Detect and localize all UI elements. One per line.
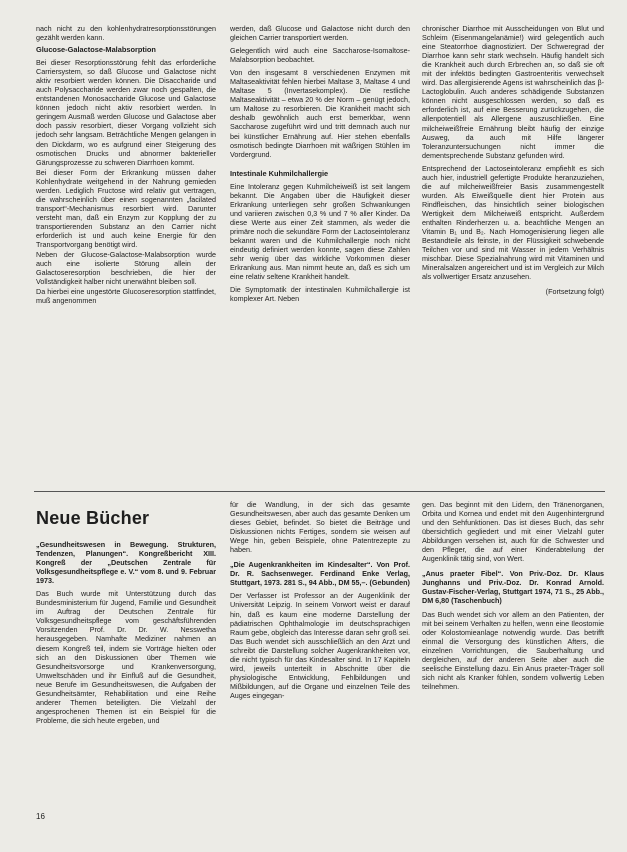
section-title: Neue Bücher bbox=[36, 508, 150, 528]
review-column-1 bbox=[36, 540, 216, 812]
section-heading-kuhmilchallergie: Intestinale Kuhmilchallergie bbox=[230, 168, 329, 178]
paragraph: Neben der Glucose-Galactose-Malabsorption wurde auch eine isolierte Störung allein der Galactoseresorption beschrieben, die hier der Vollständigkeit halber nicht unerwähnt bleiben soll. bbox=[36, 250, 216, 287]
section-heading-glucose-galactose: Glucose-Galactose-Malabsorption bbox=[36, 45, 156, 55]
article-column-3 bbox=[422, 24, 604, 472]
paragraph: Das Buch wendet sich vor allem an den Patienten, der mit bei seinem Verhalten zu helfen, wenn eine Ileostomie oder Kolostomieanlage notwendig wurde. Das betrifft einmal die Versorgung des künstlichen Afters, die einzelnen Vorrichtungen, die Sauberhaltung und dergleichen, auf der anderen Seite aber auch die seelische Einstellung dazu. Ein Anus praeter-Träger soll sich nicht als Kranker fühlen, sondern vollwertig Leben teilnehmen. bbox=[422, 609, 604, 691]
paragraph: Entsprechend der Lactoseintoleranz empfiehlt es sich auch hier, industriell gefertigte Produkte heranzuziehen, die auf milcheiweißfreier Basis zusammengestellt wurden. Als Eiweißquelle dient hier Protein aus Rindfleischen, das hinsichtlich seiner biologischen Wertigkeit dem Milcheiweiß entspricht. Außerdem enthalten Rinderherzen u. a. beachtliche Mengen an Vitamin B₁ und B₂. Nach Homogenisierung liegen alle Bestandteile als feinste, in der Flüssigkeit schwebende Teilchen vor und sind mit Wasser in jedem Verhältnis mischbar. Diese Spezialnahrung wird mit Vitaminen und Mineralsalzen angereichert und ist im Vergleich zur Milch als vollwertiger Ersatz anzusehen. bbox=[422, 163, 604, 282]
paragraph: Von den insgesamt 8 verschiedenen Enzymen mit Maltaseaktivität fehlen hierbei Maltase 3, Maltase 4 und Maltase 5 (Invertasekomplex). Die restliche Maltaseaktivität – etwa 20 % der Norm – genügt jedoch, um Maltose zu resorbieren. Die Krankheit macht sich deshalb gewöhnlich auch erst bemerkbar, wenn Saccharose zugeführt wird und tritt demnach auch nur bei künstlicher Ernährung auf. Hier stehen ebenfalls osmotisch bedingte Diarrhoen mit wäßrigen Stühlen im Vordergrund. bbox=[230, 68, 410, 159]
article-column-2 bbox=[230, 24, 410, 472]
continuation-note: (Fortsetzung folgt) bbox=[545, 287, 604, 297]
book-reference: „Anus praeter Fibel“. Von Priv.-Doz. Dr. Klaus Junghanns und Priv.-Doz. Dr. Konrad Arnold. Gustav-Fischer-Verlag, Stuttgart 1974, 71 S., 25 Abb., DM 6,80 (Taschenbuch) bbox=[422, 569, 604, 606]
paragraph: chronischer Diarrhoe mit Ausscheidungen von Blut und Schleim (Eisenmangelanämie!) wird gelegentlich auch eine Steatorrhoe diagnostiziert. Der Schweregrad der Diarrhoe kann sehr stark wechseln. Häufig handelt sich die Krankheit auch durch Erbrechen an, so daß sie oft mit der infektös bedingten Gastroenteritis verwechselt wird. Das allergisierende Agens ist wahrscheinlich das β-Lactoglobulin. Auch anderes schädigende Substanzen können nicht ausgeschlossen werden, so daß es erforderlich ist, auf eine Besserung zurückzugehen, die allenpotentiell als Allergene auszuschließen. Eine milcheiweißfreie Ernährung bleibt häufig der einzige Ausweg, da auch mit Hilfe längerer Toleranzuntersuchungen nicht immer die dementsprechende Substanz gefunden wird. bbox=[422, 24, 604, 160]
book-reference: „Gesundheitswesen in Bewegung. Strukturen, Tendenzen, Planungen“. Kongreßbericht XIII. Kongreß der „Deutschen Zentrale für Volksgesundheitspflege e. V.“ vom 8. und 9. Februar 1973. bbox=[36, 540, 216, 586]
paragraph: für die Wandlung, in der sich das gesamte Gesundheitswesen, aber auch das gesamte Denken um dieses Gebiet, befindet. So bietet die Beiträge und Diskussionen nichts Fertiges, sondern sie weisen auf Wege hin, geben Beispiele, ohne Patentrezepte zu haben. bbox=[230, 500, 410, 555]
paragraph: Das Buch wurde mit Unterstützung durch das Bundesministerium für Jugend, Familie und Gesundheit im Auftrag der Deutschen Zentrale für Volksgesundheitspflege vom geschäftsführenden Vorsitzenden Prof. Dr. Dr. W. Nesswetha herausgegeben. Namhafte Mediziner nahmen an diesem Kongreß teil, indem sie Vorträge hielten oder sich an den Diskussionen über Themen wie Gesundheitsvorsorge und Krankenversorgung, Umweltschäden und ihr Einfluß auf die Gesundheit, neue Berufe im Gesundheitswesen, die Aufgaben der Gesundheitsämter, Rehabilitation und eine Reihe anderer Themen beteiligten. Die Vielzahl der angesprochenen Themen ist ein Beispiel für die Probleme, die sich heute ergeben, und bbox=[36, 589, 216, 725]
section-divider bbox=[34, 491, 605, 492]
review-column-3 bbox=[422, 500, 604, 812]
paragraph: gen. Das beginnt mit den Lidern, den Tränenorganen, Orbita und Kornea und endet mit den Augenhintergrund und den Sehfunktionen. Das ist dieses Buch, das sehr übersichtlich gegliedert und mit einer Vielzahl guter Abbildungen versehen ist, auch für die Schwester und den Pfleger, die auf einer Kinderabteilung der Augenklinik tätig sind, von Wert. bbox=[422, 500, 604, 564]
page-number: 16 bbox=[36, 812, 45, 821]
review-column-2 bbox=[230, 500, 410, 812]
paragraph: Der Verfasser ist Professor an der Augenklinik der Universität Leipzig. In seinem Vorwort weist er darauf hin, daß es kaum eine moderne Darstellung der pädiatrischen Ophthalmologie im deutschsprachigen Raum gebe, obgleich das Interesse daran sehr groß sei. Das Buch wendet sich ausschließlich an den Arzt und schreibt die Darstellung solcher Augenkrankheiten vor, die nicht typisch für das Kindesalter sind. In 17 Kapiteln wird, jeweils unterteilt in Abschnitte über die physiologische Entwicklung, Fehlbildungen und Mißbildungen, auf die Organe und einzelnen Teile des Auges eingegan- bbox=[230, 591, 410, 700]
paragraph: Die Symptomatik der intestinalen Kuhmilchallergie ist komplexer Art. Neben bbox=[230, 285, 410, 304]
paragraph: Da hierbei eine ungestörte Glucoseresorption stattfindet, muß angenommen bbox=[36, 287, 216, 306]
book-reference: „Die Augenkrankheiten im Kindesalter“. Von Prof. Dr. R. Sachsenweger. Ferdinand Enke Verlag, Stuttgart, 1973. 281 S., 94 Abb., DM 55,–. (Gebunden) bbox=[230, 560, 410, 588]
paragraph: werden, daß Glucose und Galactose nicht durch den gleichen Carrier transportiert werden. bbox=[230, 24, 410, 43]
article-column-1 bbox=[36, 24, 216, 472]
paragraph: Bei dieser Resorptionsstörung fehlt das erforderliche Carriersystem, so daß Glucose und Galactose nicht aktiv resorbiert werden können. Die Disaccharide und auch Polysaccharide werden zwar noch gespalten, die entstandenen Monosaccharide Glucose und Galactose können jedoch nicht aktiv resorbiert werden. In geringem Ausmaß werden Glucose und Galactose aber doch passiv resorbiert, dieser Vorgang vollzieht sich jedoch sehr langsam. Beträchtliche Mengen gelangen in den Dickdarm, wo es aufgrund einer Steigerung des osmotischen Drucks und abnormer bakterieller Gärungsprozesse zu schweren Diarrhoen kommt. bbox=[36, 58, 216, 167]
paragraph: Bei dieser Form der Erkrankung müssen daher Kohlenhydrate weitgehend in der Nahrung gemieden werden. Lediglich Fructose wird relativ gut vertragen, die wahrscheinlich über einen sogenannten „facilated transport“-Mechanismus resorbiert wird. Darunter versteht man, daß ein Enzym zur Kopplung der zu transportierenden Substanz an den Carrier nicht erforderlich ist und auch keine Energie für den Transportvorgang benötigt wird. bbox=[36, 167, 216, 250]
paragraph: Eine Intoleranz gegen Kuhmilcheiweiß ist seit langem bekannt. Die Angaben über die Häufigkeit dieser Erkrankung unterliegen sehr großen Schwankungen und variieren zwischen 0,3 % und 7 % aller Kinder. Da diese Werte aus einer Zeit stammen, als weder die primäre noch die sekundäre Form der Lactoseintoleranz bekannt waren und die Kuhmilchallergie noch nicht eindeutig definiert werden konnte, sagen diese Zahlen sehr wenig über das wirkliche Vorkommen dieser Erkrankung aus. Man nimmt heute an, daß es sich um eine relativ seltene Krankheit handelt. bbox=[230, 181, 410, 282]
paragraph: Gelegentlich wird auch eine Saccharose-Isomaltose-Malabsorption beobachtet. bbox=[230, 46, 410, 65]
intro-text: nach nicht zu den kohlenhydratresorptionsstörungen gezählt werden kann. bbox=[36, 24, 216, 43]
